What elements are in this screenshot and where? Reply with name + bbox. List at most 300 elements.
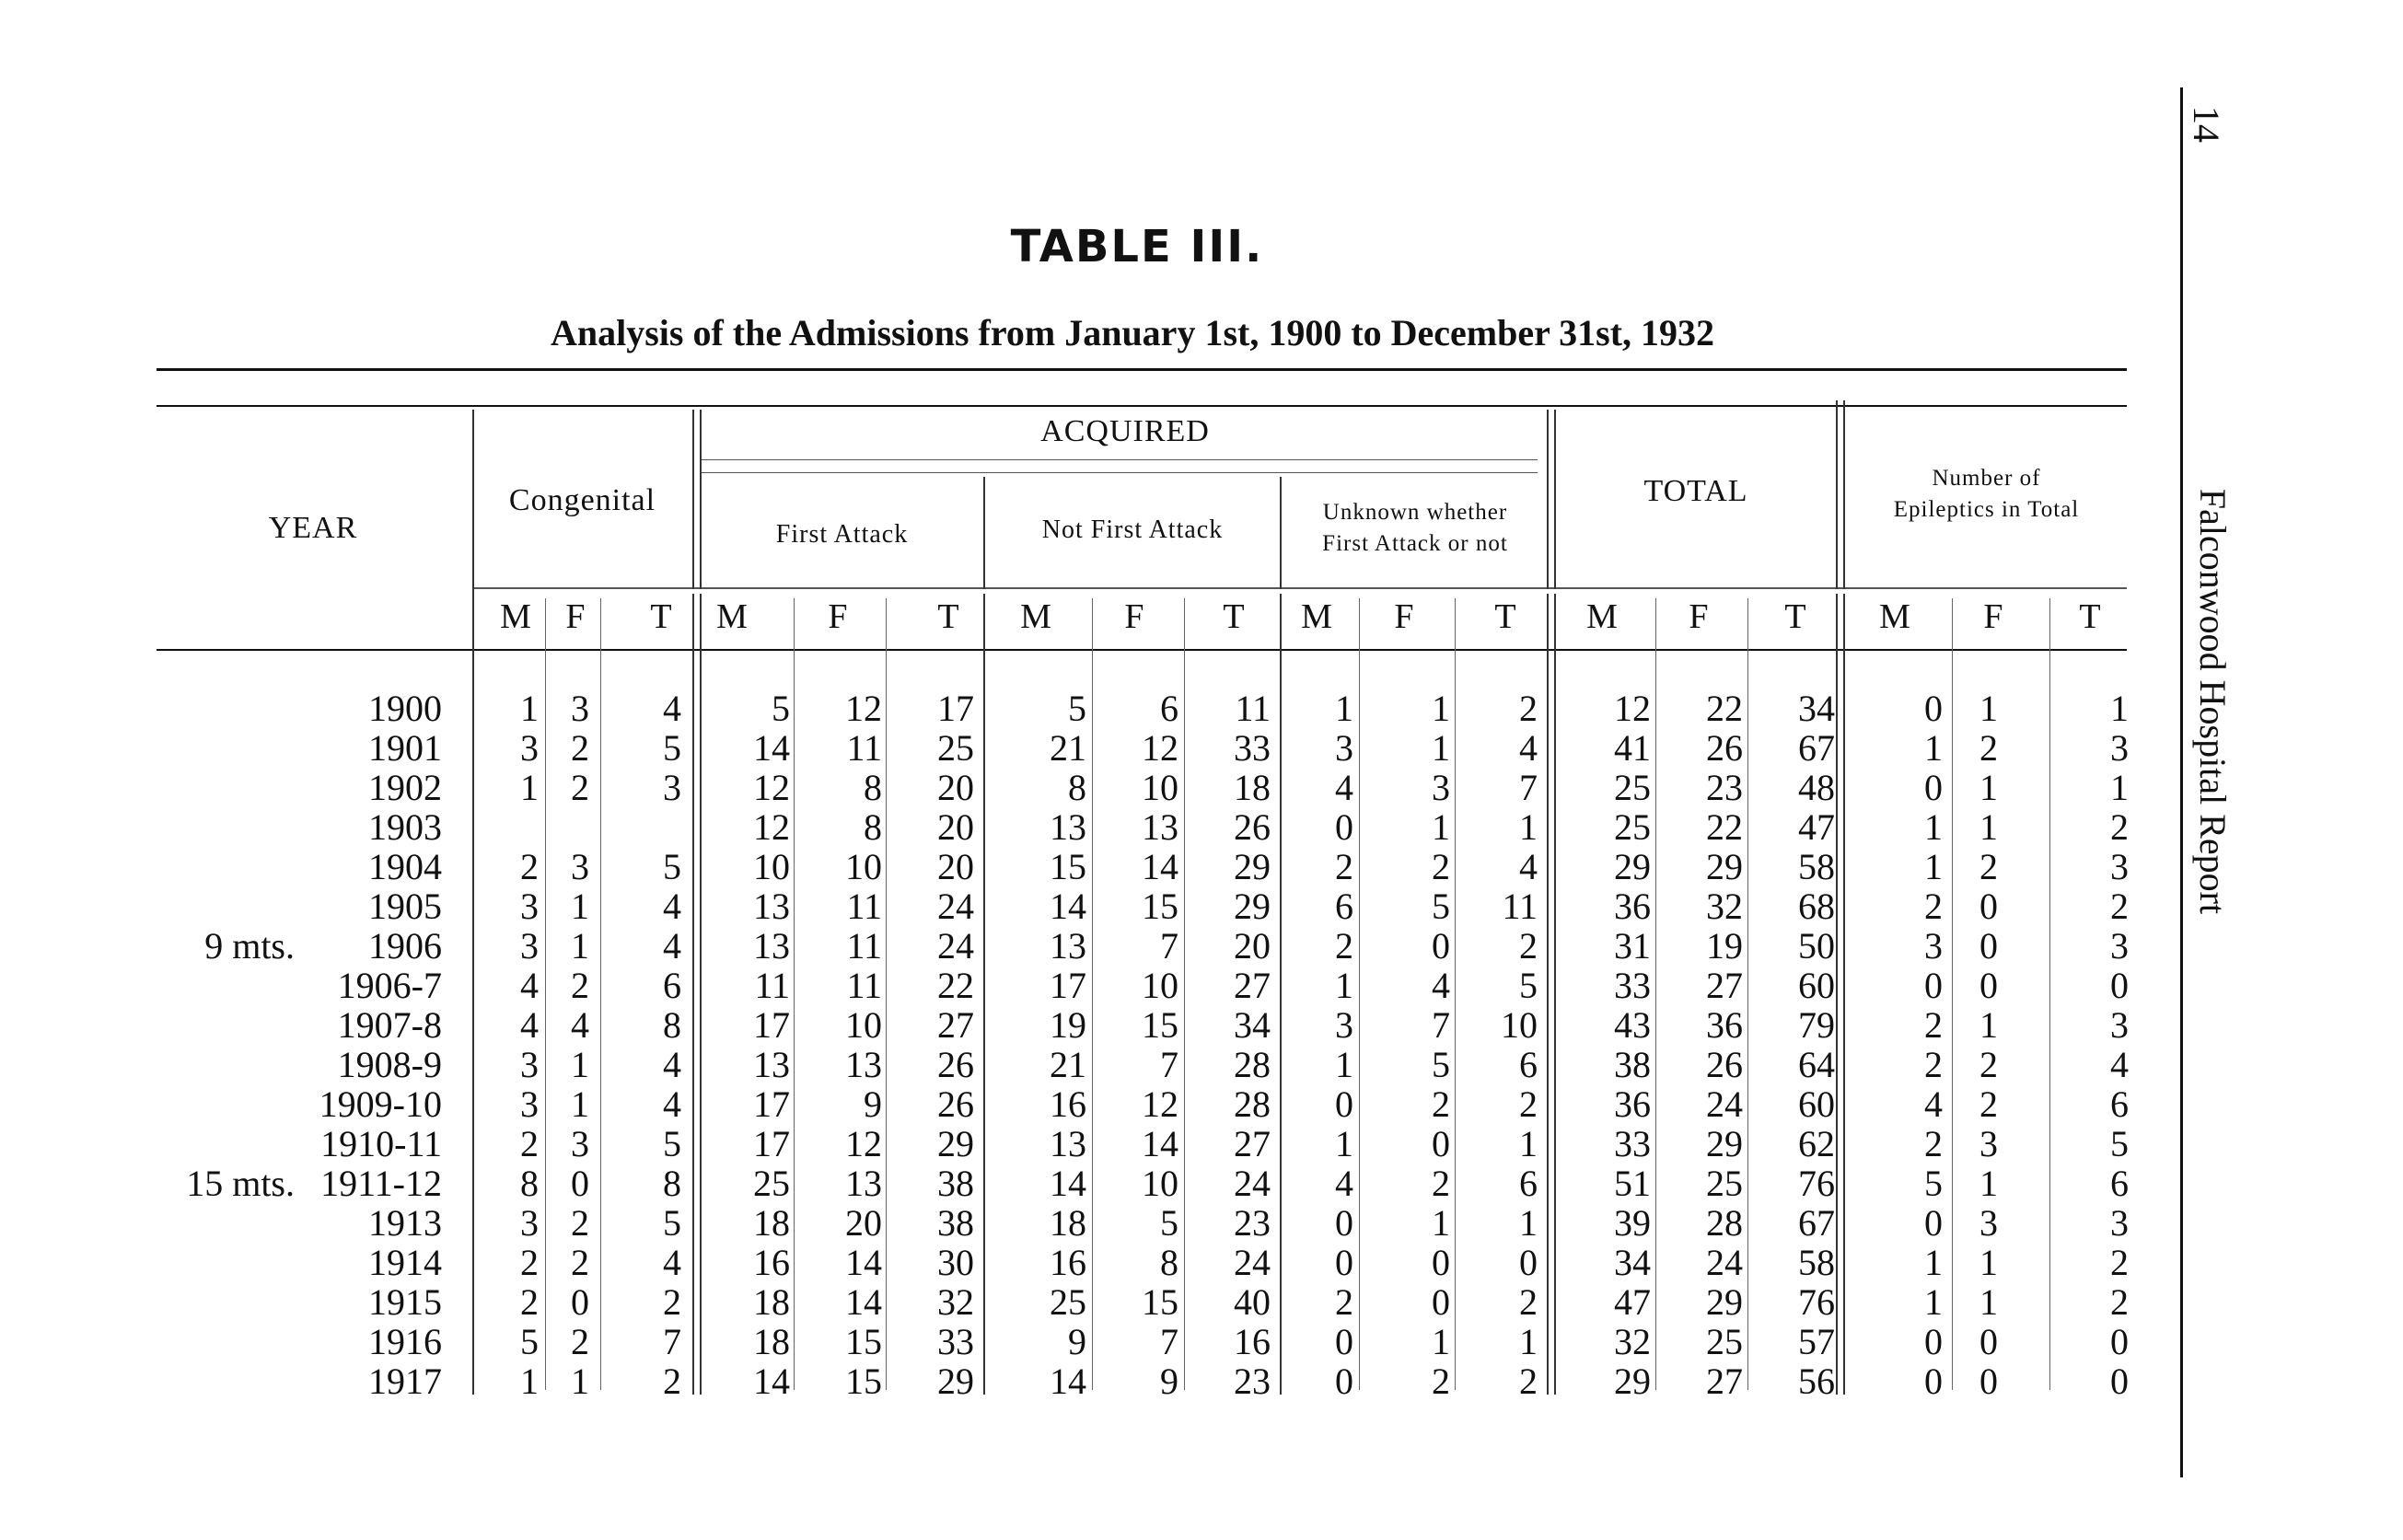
header-congenital: Congenital	[508, 483, 656, 517]
cell-m: 33	[1614, 965, 1651, 1006]
margin-rule	[2180, 87, 2183, 1477]
cell-m: 18	[753, 1321, 790, 1362]
cell-t: 38	[937, 1163, 974, 1204]
cell-f: 1	[1432, 1202, 1450, 1244]
cell-t: 2	[1519, 1083, 1538, 1125]
cell-f: 1	[571, 1361, 589, 1402]
cell-t: 4	[663, 688, 681, 729]
cell-m: 1	[1335, 965, 1353, 1006]
cell-m: 21	[1050, 727, 1086, 769]
cell-f: 0	[1979, 965, 1998, 1006]
cell-m: 3	[1924, 925, 1943, 967]
cell-f: 3	[571, 1123, 589, 1164]
cell-m: 14	[1050, 886, 1086, 927]
cell-t: 3	[2110, 925, 2129, 967]
cell-m: 0	[1335, 1242, 1353, 1283]
cell-m: 2	[1335, 1281, 1353, 1323]
cell-f: 29	[1706, 1281, 1743, 1323]
cell-m: 34	[1614, 1242, 1651, 1283]
row-year: 1904	[368, 846, 442, 887]
cell-f: 3	[1979, 1202, 1998, 1244]
cell-t: 7	[1519, 767, 1538, 808]
table-title: TABLE III.	[1010, 221, 1264, 272]
cell-m: 6	[1335, 886, 1353, 927]
cell-t: 67	[1798, 727, 1835, 769]
subheader-f-1: F	[828, 597, 848, 636]
cell-f: 2	[571, 767, 589, 808]
header-epileptics-line2: Epileptics in Total	[1893, 497, 2080, 522]
cell-m: 0	[1335, 806, 1353, 848]
subheader-top-rule	[474, 587, 2127, 589]
cell-f: 9	[864, 1083, 882, 1125]
cell-m: 1	[1924, 1242, 1943, 1283]
cell-m: 0	[1335, 1202, 1353, 1244]
cell-m: 4	[520, 965, 539, 1006]
cell-m: 8	[520, 1163, 539, 1204]
cell-m: 3	[520, 1202, 539, 1244]
cell-f: 0	[1979, 1361, 1998, 1402]
cell-m: 12	[1614, 688, 1651, 729]
cell-t: 1	[1519, 806, 1538, 848]
cell-f: 1	[1432, 1321, 1450, 1362]
cell-m: 16	[753, 1242, 790, 1283]
cell-t: 26	[937, 1083, 974, 1125]
cell-m: 2	[1924, 1004, 1943, 1046]
cell-m: 0	[1335, 1083, 1353, 1125]
cell-m: 5	[1068, 688, 1086, 729]
cell-t: 5	[663, 1123, 681, 1164]
cell-m: 29	[1614, 846, 1651, 887]
cell-m: 3	[1335, 727, 1353, 769]
cell-f: 22	[1706, 806, 1743, 848]
cell-f: 11	[846, 965, 882, 1006]
cell-m: 1	[520, 767, 539, 808]
cell-t: 0	[1519, 1242, 1538, 1283]
cell-m: 0	[1924, 1202, 1943, 1244]
row-year: 1908-9	[337, 1044, 442, 1085]
cell-m: 19	[1050, 1004, 1086, 1046]
cell-f: 2	[1432, 1361, 1450, 1402]
cell-m: 3	[1335, 1004, 1353, 1046]
row-year: 1905	[368, 886, 442, 927]
cell-t: 1	[1519, 1202, 1538, 1244]
cell-f: 7	[1160, 1321, 1178, 1362]
cell-f: 1	[1979, 1163, 1998, 1204]
subheader-t-4: T	[1784, 597, 1806, 636]
cell-m: 13	[1050, 925, 1086, 967]
cell-t: 28	[1234, 1083, 1271, 1125]
cell-m: 13	[753, 1044, 790, 1085]
cell-m: 16	[1050, 1242, 1086, 1283]
cell-m: 32	[1614, 1321, 1651, 1362]
header-not-first-attack: Not First Attack	[1041, 515, 1224, 544]
cell-t: 4	[1519, 727, 1538, 769]
cell-m: 10	[753, 846, 790, 887]
cell-f: 12	[1142, 727, 1178, 769]
cell-t: 67	[1798, 1202, 1835, 1244]
cell-t: 29	[1234, 886, 1271, 927]
cell-t: 23	[1234, 1202, 1271, 1244]
cell-f: 3	[1432, 767, 1450, 808]
cell-f: 7	[1160, 1044, 1178, 1085]
header-year: YEAR	[268, 511, 358, 545]
cell-t: 38	[937, 1202, 974, 1244]
subheader-m-2: M	[1020, 597, 1051, 636]
cell-t: 7	[663, 1321, 681, 1362]
group-divider-1	[700, 594, 702, 1395]
row-year: 1902	[368, 767, 442, 808]
cell-m: 0	[1924, 1361, 1943, 1402]
subheader-m-5: M	[1879, 597, 1910, 636]
cell-m: 13	[1050, 806, 1086, 848]
cell-f: 1	[1432, 727, 1450, 769]
cell-f: 2	[571, 727, 589, 769]
cell-f: 11	[846, 925, 882, 967]
cell-m: 16	[1050, 1083, 1086, 1125]
cell-m: 2	[1924, 1044, 1943, 1085]
subheader-t-5: T	[2079, 597, 2101, 636]
cell-f: 14	[845, 1242, 882, 1283]
cell-f: 5	[1432, 886, 1450, 927]
cell-m: 33	[1614, 1123, 1651, 1164]
cell-m: 29	[1614, 1361, 1651, 1402]
cell-f: 26	[1706, 1044, 1743, 1085]
cell-f: 10	[845, 846, 882, 887]
cell-f: 2	[571, 1321, 589, 1362]
cell-t: 0	[2110, 1361, 2129, 1402]
cell-t: 4	[663, 1044, 681, 1085]
cell-f: 13	[1142, 806, 1178, 848]
subheader-m-0: M	[500, 597, 531, 636]
cell-f: 8	[864, 806, 882, 848]
row-year: 1906	[368, 925, 442, 967]
cell-t: 48	[1798, 767, 1835, 808]
cell-t: 24	[1234, 1242, 1271, 1283]
cell-f: 0	[1432, 1123, 1450, 1164]
cell-f: 25	[1706, 1321, 1743, 1362]
col-divider-1	[600, 598, 601, 1390]
cell-m: 2	[1335, 925, 1353, 967]
header-bottom-rule	[157, 649, 2127, 651]
cell-m: 21	[1050, 1044, 1086, 1085]
cell-t: 27	[1234, 1123, 1271, 1164]
row-period-note: 9 mts.	[204, 925, 295, 967]
cell-t: 2	[2110, 806, 2129, 848]
subheader-t-1: T	[937, 597, 959, 636]
row-period-note: 15 mts.	[186, 1163, 295, 1204]
cell-m: 25	[753, 1163, 790, 1204]
cell-m: 0	[1335, 1361, 1353, 1402]
cell-m: 1	[520, 1361, 539, 1402]
cell-m: 17	[753, 1083, 790, 1125]
cell-f: 0	[1979, 886, 1998, 927]
row-year: 1906-7	[337, 965, 442, 1006]
cell-f: 14	[1142, 1123, 1178, 1164]
cell-f: 19	[1706, 925, 1743, 967]
cell-t: 3	[663, 767, 681, 808]
cell-t: 11	[1502, 886, 1538, 927]
cell-m: 11	[754, 965, 790, 1006]
cell-t: 3	[2110, 1202, 2129, 1244]
cell-m: 18	[753, 1202, 790, 1244]
top-rule-1	[157, 368, 2127, 371]
cell-t: 20	[937, 846, 974, 887]
cell-f: 1	[1979, 1242, 1998, 1283]
running-header: Falconwood Hospital Report	[2192, 488, 2234, 915]
cell-t: 25	[937, 727, 974, 769]
cell-f: 5	[1432, 1044, 1450, 1085]
cell-f: 1	[1432, 806, 1450, 848]
col-divider-11	[2049, 598, 2050, 1390]
cell-t: 79	[1798, 1004, 1835, 1046]
group-divider-4	[1547, 594, 1549, 1395]
cell-m: 17	[753, 1004, 790, 1046]
cell-f: 23	[1706, 767, 1743, 808]
cell-f: 22	[1706, 688, 1743, 729]
cell-t: 5	[663, 1202, 681, 1244]
cell-t: 0	[2110, 1321, 2129, 1362]
cell-f: 11	[846, 727, 882, 769]
cell-f: 5	[1160, 1202, 1178, 1244]
cell-f: 20	[845, 1202, 882, 1244]
cell-m: 3	[520, 727, 539, 769]
col-divider-5	[1184, 598, 1185, 1390]
cell-t: 76	[1798, 1163, 1835, 1204]
cell-t: 2	[663, 1361, 681, 1402]
cell-m: 0	[1924, 767, 1943, 808]
cell-f: 0	[571, 1163, 589, 1204]
cell-f: 29	[1706, 846, 1743, 887]
cell-f: 10	[1142, 767, 1178, 808]
cell-m: 5	[1924, 1163, 1943, 1204]
cell-m: 1	[1924, 727, 1943, 769]
cell-t: 4	[1519, 846, 1538, 887]
cell-t: 8	[663, 1163, 681, 1204]
cell-m: 12	[753, 806, 790, 848]
cell-f: 0	[1979, 1321, 1998, 1362]
col-divider-8	[1655, 598, 1656, 1390]
cell-f: 15	[1142, 1004, 1178, 1046]
cell-t: 27	[937, 1004, 974, 1046]
cell-f: 2	[1979, 846, 1998, 887]
cell-t: 40	[1234, 1281, 1271, 1323]
cell-t: 2	[1519, 925, 1538, 967]
cell-f: 25	[1706, 1163, 1743, 1204]
cell-m: 25	[1614, 806, 1651, 848]
cell-f: 4	[1432, 965, 1450, 1006]
cell-f: 0	[1432, 925, 1450, 967]
cell-t: 1	[2110, 688, 2129, 729]
cell-m: 4	[1924, 1083, 1943, 1125]
row-year: 1914	[368, 1242, 442, 1283]
cell-t: 4	[663, 1083, 681, 1125]
header-acquired: ACQUIRED	[1040, 414, 1210, 448]
header-unknown	[1282, 497, 1549, 560]
row-year: 1915	[368, 1281, 442, 1323]
cell-f: 24	[1706, 1242, 1743, 1283]
subheader-f-2: F	[1124, 597, 1144, 636]
cell-m: 14	[1050, 1361, 1086, 1402]
table-subtitle: Analysis of the Admissions from January 1st, 1900 to December 31st, 1932	[550, 312, 1715, 353]
cell-f: 10	[845, 1004, 882, 1046]
cell-m: 2	[520, 1123, 539, 1164]
header-epileptics	[1846, 463, 2127, 526]
cell-f: 7	[1432, 1004, 1450, 1046]
cell-t: 4	[2110, 1044, 2129, 1085]
cell-t: 18	[1234, 767, 1271, 808]
row-year: 1907-8	[337, 1004, 442, 1046]
cell-f: 24	[1706, 1083, 1743, 1125]
subheader-m-4: M	[1586, 597, 1618, 636]
cell-m: 14	[1050, 1163, 1086, 1204]
cell-m: 2	[1924, 886, 1943, 927]
cell-f: 2	[1432, 1163, 1450, 1204]
cell-m: 5	[520, 1321, 539, 1362]
subheader-m-1: M	[716, 597, 748, 636]
group-divider-0	[692, 594, 694, 1395]
cell-f: 1	[1432, 688, 1450, 729]
cell-m: 1	[520, 688, 539, 729]
cell-m: 1	[1924, 1281, 1943, 1323]
cell-f: 3	[571, 688, 589, 729]
cell-f: 4	[571, 1004, 589, 1046]
cell-f: 15	[845, 1361, 882, 1402]
cell-f: 1	[571, 1044, 589, 1085]
cell-t: 24	[937, 925, 974, 967]
cell-m: 17	[753, 1123, 790, 1164]
cell-m: 0	[1924, 1321, 1943, 1362]
cell-f: 6	[1160, 688, 1178, 729]
cell-t: 4	[663, 925, 681, 967]
cell-m: 3	[520, 925, 539, 967]
cell-t: 5	[2110, 1123, 2129, 1164]
col-divider-3	[886, 598, 887, 1390]
cell-m: 51	[1614, 1163, 1651, 1204]
cell-t: 2	[1519, 1361, 1538, 1402]
cell-m: 8	[1068, 767, 1086, 808]
cell-t: 5	[663, 846, 681, 887]
cell-t: 5	[1519, 965, 1538, 1006]
cell-f: 27	[1706, 1361, 1743, 1402]
cell-m: 12	[753, 767, 790, 808]
cell-f: 2	[571, 1242, 589, 1283]
cell-m: 0	[1335, 1321, 1353, 1362]
cell-t: 2	[2110, 1281, 2129, 1323]
cell-t: 29	[1234, 846, 1271, 887]
cell-f: 27	[1706, 965, 1743, 1006]
cell-f: 9	[1160, 1361, 1178, 1402]
cell-m: 2	[1924, 1123, 1943, 1164]
cell-f: 2	[1979, 1044, 1998, 1085]
row-year: 1910-11	[320, 1123, 442, 1164]
cell-t: 3	[2110, 727, 2129, 769]
cell-t: 1	[2110, 767, 2129, 808]
cell-f: 1	[1979, 1004, 1998, 1046]
cell-f: 1	[1979, 688, 1998, 729]
cell-t: 22	[937, 965, 974, 1006]
cell-t: 2	[1519, 688, 1538, 729]
cell-m: 1	[1335, 1123, 1353, 1164]
cell-f: 0	[1432, 1281, 1450, 1323]
cell-f: 8	[1160, 1242, 1178, 1283]
subheader-f-4: F	[1689, 597, 1709, 636]
cell-f: 15	[1142, 886, 1178, 927]
cell-t: 5	[663, 727, 681, 769]
cell-f: 2	[1432, 846, 1450, 887]
cell-t: 3	[2110, 846, 2129, 887]
group-divider-7	[1843, 594, 1845, 1395]
cell-t: 0	[2110, 965, 2129, 1006]
cell-f: 2	[1979, 1083, 1998, 1125]
cell-m: 0	[1924, 965, 1943, 1006]
row-year: 1913	[368, 1202, 442, 1244]
cell-m: 2	[520, 846, 539, 887]
cell-m: 14	[753, 1361, 790, 1402]
row-year: 1911-12	[320, 1163, 442, 1204]
cell-f: 10	[1142, 965, 1178, 1006]
cell-t: 28	[1234, 1044, 1271, 1085]
cell-m: 25	[1050, 1281, 1086, 1323]
col-divider-6	[1359, 598, 1360, 1390]
sep-total-a	[1836, 400, 1838, 589]
cell-f: 3	[571, 846, 589, 887]
cell-t: 6	[1519, 1163, 1538, 1204]
cell-t: 32	[937, 1281, 974, 1323]
cell-f: 12	[845, 688, 882, 729]
cell-t: 8	[663, 1004, 681, 1046]
cell-m: 1	[1924, 846, 1943, 887]
cell-m: 0	[1924, 688, 1943, 729]
cell-m: 13	[1050, 1123, 1086, 1164]
cell-m: 1	[1335, 1044, 1353, 1085]
cell-m: 15	[1050, 846, 1086, 887]
cell-t: 3	[2110, 1004, 2129, 1046]
cell-m: 2	[1335, 846, 1353, 887]
row-year: 1900	[368, 688, 442, 729]
cell-t: 27	[1234, 965, 1271, 1006]
cell-m: 14	[753, 727, 790, 769]
row-year: 1909-10	[319, 1083, 442, 1125]
cell-t: 29	[937, 1361, 974, 1402]
cell-t: 30	[937, 1242, 974, 1283]
cell-t: 64	[1798, 1044, 1835, 1085]
cell-t: 34	[1234, 1004, 1271, 1046]
page-number: 14	[2186, 106, 2227, 143]
cell-t: 6	[1519, 1044, 1538, 1085]
cell-f: 1	[571, 925, 589, 967]
cell-f: 14	[1142, 846, 1178, 887]
cell-t: 26	[1234, 806, 1271, 848]
cell-f: 1	[571, 1083, 589, 1125]
row-year: 1901	[368, 727, 442, 769]
subheader-t-2: T	[1223, 597, 1245, 636]
cell-f: 32	[1706, 886, 1743, 927]
cell-t: 20	[1234, 925, 1271, 967]
cell-f: 0	[571, 1281, 589, 1323]
cell-t: 50	[1798, 925, 1835, 967]
cell-f: 2	[1979, 727, 1998, 769]
row-year: 1903	[368, 806, 442, 848]
cell-t: 58	[1798, 846, 1835, 887]
cell-t: 11	[1235, 688, 1271, 729]
col-divider-7	[1455, 598, 1456, 1390]
header-total: TOTAL	[1643, 474, 1748, 508]
cell-m: 2	[520, 1281, 539, 1323]
cell-t: 6	[663, 965, 681, 1006]
cell-t: 33	[937, 1321, 974, 1362]
group-divider-5	[1554, 594, 1556, 1395]
cell-t: 62	[1798, 1123, 1835, 1164]
